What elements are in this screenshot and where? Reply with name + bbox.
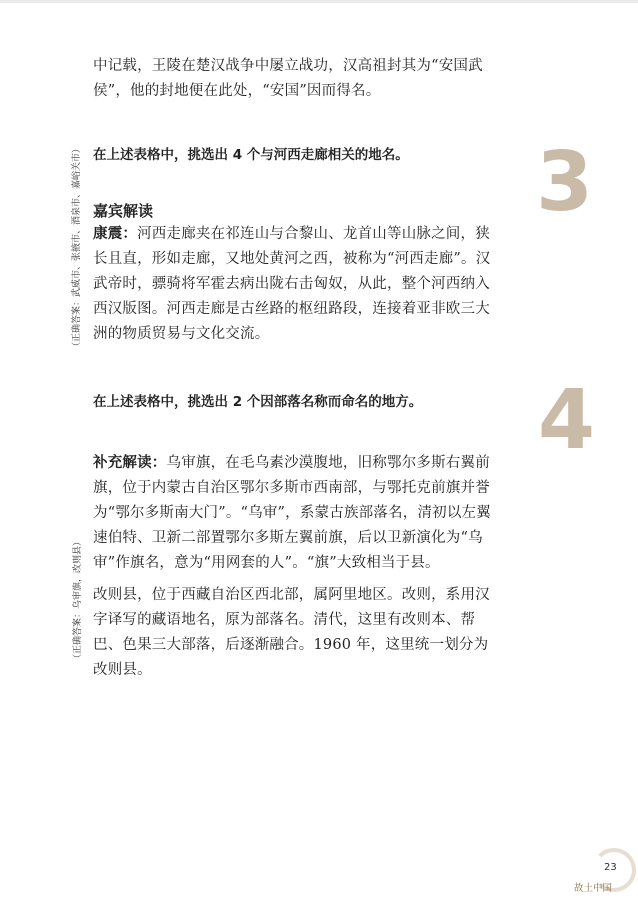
guest-text: 河西走廊夹在祁连山与合黎山、龙首山等山脉之间，狭长且直，形如走廊，又地处黄河之西，被称为“河西走廊”。汉武帝时，骠骑将军霍去病出陇右击匈奴，从此，整个河西纳入西汉版图。河西走廊是古丝路的枢纽路段，连接着亚非欧三大洲的物质贸易与文化交流。 [93,226,491,342]
supplement-label: 补充解读： [93,455,167,471]
question-3-answer: （正确答案：武威市、张掖市、酒泉市、嘉峪关市） [72,143,82,351]
page-number: 23 [604,862,617,873]
supplement-paragraph-1 [93,451,493,576]
question-3-text: 在上述表格中，挑选出 4 个与河西走廊相关的地名。 [93,147,409,163]
footer-label: 故土中国 [574,883,613,894]
question-4-number: 4 [538,373,596,468]
question-4-text: 在上述表格中，挑选出 2 个因部落名称而命名的地方。 [93,394,423,410]
supplement-text-1: 乌审旗，在毛乌素沙漠腹地，旧称鄂尔多斯右翼前旗，位于内蒙古自治区鄂尔多斯市西南部，与鄂托克前旗并誉为“鄂尔多斯南大门”。“乌审”，系蒙古族部落名，清初以左翼速伯特、卫新二部置鄂尔多斯左翼前旗，后以卫新演化为“乌审”作旗名，意为“用网套的人”。“旗”大致相当于县。 [93,455,491,571]
intro-paragraph: 中记载，王陵在楚汉战争中屡立战功，汉高祖封其为“安国武侯”，他的封地便在此处，“安国”因而得名。 [93,58,483,99]
supplement-paragraph-2: 改则县，位于西藏自治区西北部，属阿里地区。改则，系用汉字译写的藏语地名，原为部落名。清代，这里有改则本、帮巴、色果三大部落，后逐渐融合。1960 年，这里统一划分为改则县。 [93,587,490,678]
top-rule [0,0,638,3]
guest-speaker: 康震： [93,226,138,242]
guest-paragraph [93,222,493,347]
guest-section-heading: 嘉宾解读 [93,202,154,220]
question-4-answer: （正确答案：乌审旗，改则县） [73,537,83,664]
question-3-number: 3 [536,135,594,230]
